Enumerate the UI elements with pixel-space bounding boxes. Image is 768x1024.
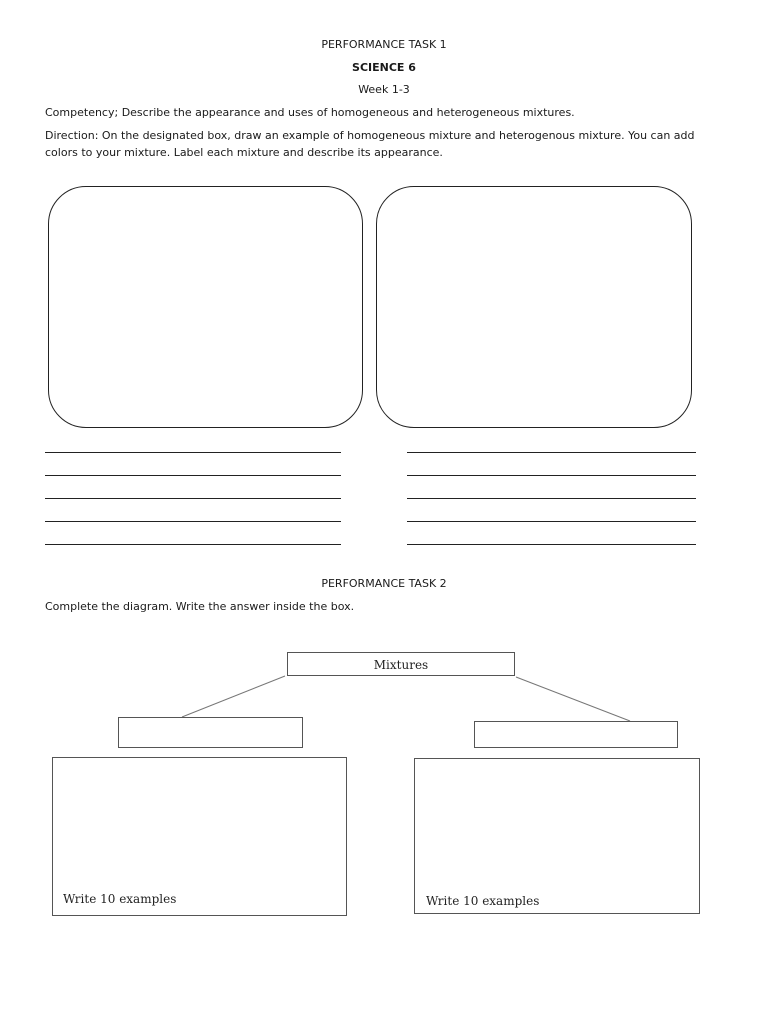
right-category-answer-box[interactable] xyxy=(474,721,678,748)
task1-title: PERFORMANCE TASK 1 xyxy=(321,38,447,51)
task2-instruction: Complete the diagram. Write the answer inside the box. xyxy=(45,600,355,613)
right-connector xyxy=(516,677,630,721)
left-examples-box[interactable] xyxy=(52,757,347,916)
mixtures-root-box xyxy=(287,652,515,676)
competency-text: Competency; Describe the appearance and uses of homogeneous and heterogeneous mixtures. xyxy=(45,106,575,119)
left-category-answer-box[interactable] xyxy=(118,717,303,748)
week-label: Week 1-3 xyxy=(358,83,410,96)
task2-title: PERFORMANCE TASK 2 xyxy=(321,577,447,590)
left-connector xyxy=(182,676,285,717)
right-examples-box[interactable] xyxy=(414,758,700,914)
right-examples-label: Write 10 examples xyxy=(426,894,540,908)
left-examples-label: Write 10 examples xyxy=(63,892,177,906)
mixtures-root-label: Mixtures xyxy=(373,658,429,672)
subject-heading: SCIENCE 6 xyxy=(352,61,416,74)
direction-text: Direction: On the designated box, draw an example of homogeneous mixture and heterogenous mixture. You can add colors to your mixture. Label each mixture and describe its appearance. xyxy=(45,129,695,159)
